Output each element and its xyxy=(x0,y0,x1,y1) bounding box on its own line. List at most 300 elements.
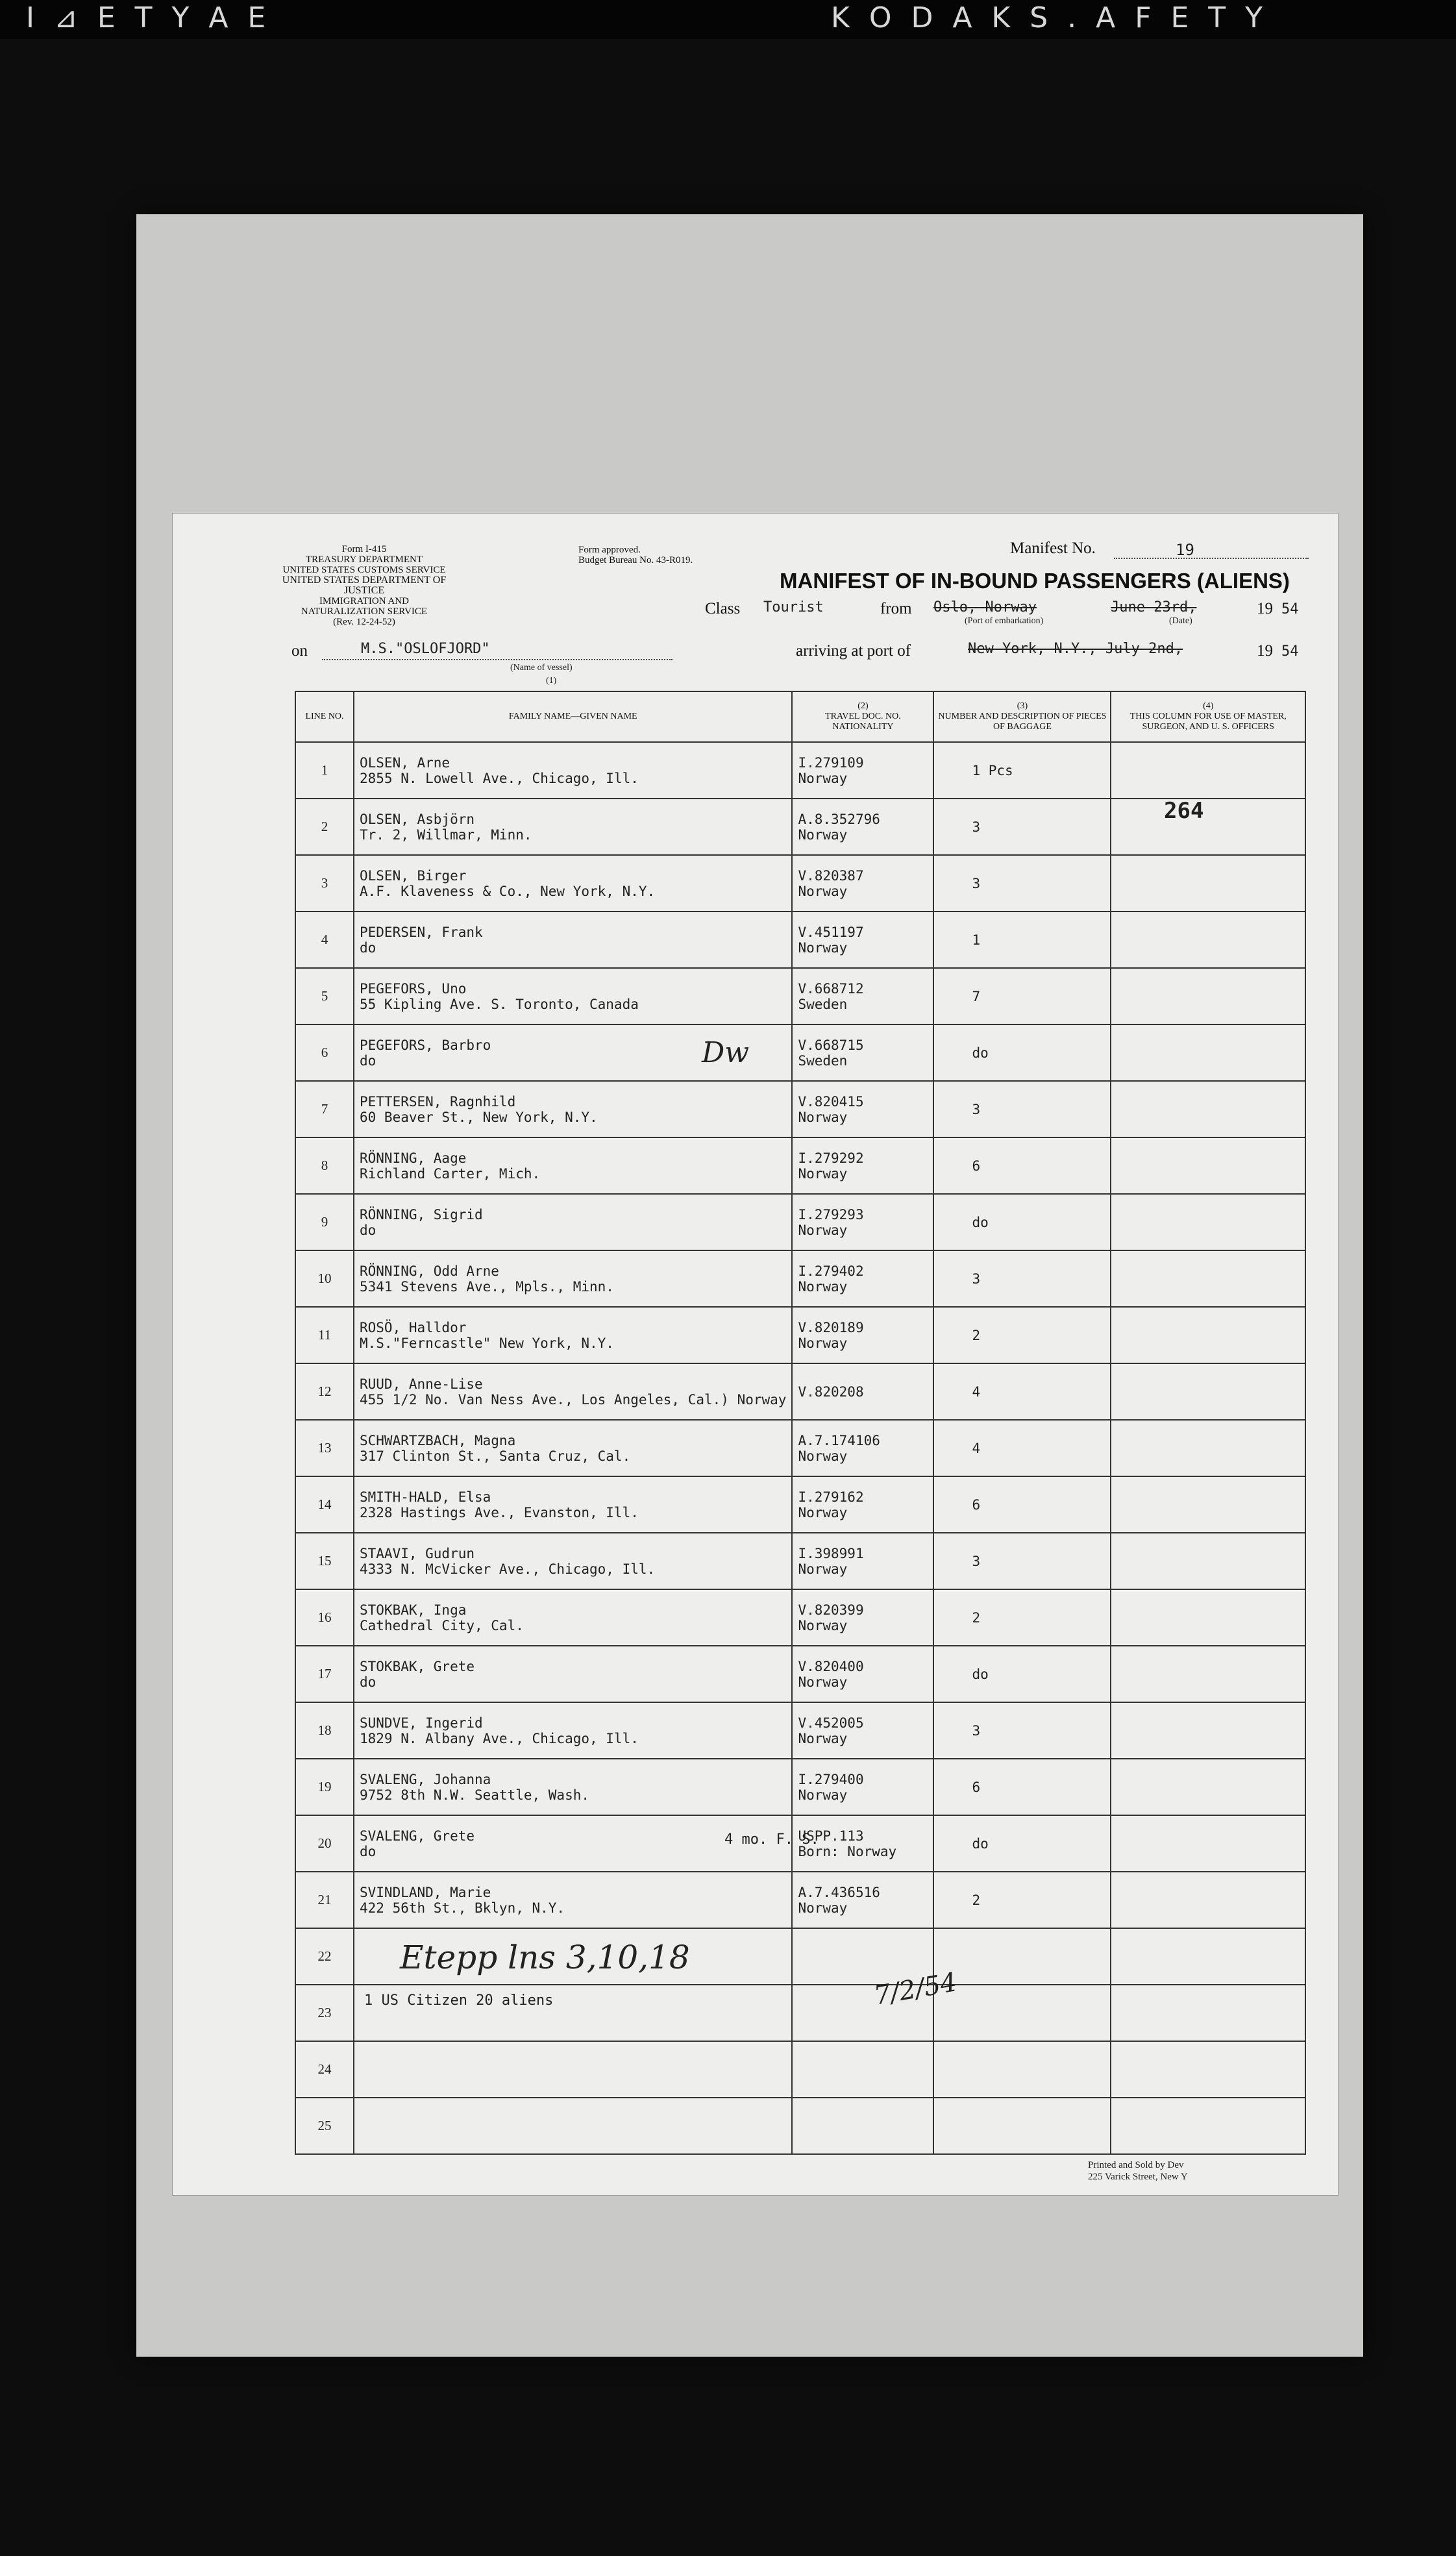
travel-doc-cell xyxy=(792,1024,933,1081)
passenger-address: 4333 N. McVicker Ave., Chicago, Ill. xyxy=(360,1561,656,1577)
baggage-count: 6 xyxy=(972,1779,981,1795)
nationality: Norway xyxy=(798,1674,848,1690)
passenger-cell xyxy=(354,1250,792,1307)
passenger-name: SVINDLAND, Marie xyxy=(360,1884,491,1900)
table-row xyxy=(295,1646,1305,1702)
baggage-cell xyxy=(933,1024,1111,1081)
passenger-name: OLSEN, Arne xyxy=(360,754,450,771)
travel-doc-cell xyxy=(792,1646,933,1702)
col-baggage xyxy=(933,691,1111,742)
travel-doc: V.820189 xyxy=(798,1319,864,1335)
col-baggage-label: NUMBER AND DESCRIPTION OF PIECES OF BAGGAGE xyxy=(938,712,1107,732)
line-no: 11 xyxy=(295,1307,354,1363)
arrival-year-prefix: 19 xyxy=(1257,642,1273,660)
baggage-count: 4 xyxy=(972,1383,981,1400)
baggage-count: 3 xyxy=(972,1101,981,1117)
vessel-name: M.S."OSLOFJORD" xyxy=(361,641,490,657)
table-row xyxy=(295,968,1305,1024)
dept-ins: IMMIGRATION AND NATURALIZATION SERVICE xyxy=(301,596,428,617)
passenger-address: 317 Clinton St., Santa Cruz, Cal. xyxy=(360,1448,631,1464)
passenger-name: RUUD, Anne-Lise xyxy=(360,1376,483,1392)
baggage-count: do xyxy=(972,1666,989,1682)
baggage-cell xyxy=(933,1081,1111,1137)
passenger-name: STAAVI, Gudrun xyxy=(360,1545,475,1561)
officer-cell xyxy=(1111,1307,1305,1363)
nationality: Sweden xyxy=(798,1052,848,1069)
baggage-count: 3 xyxy=(972,875,981,891)
travel-doc: V.820415 xyxy=(798,1093,864,1110)
travel-doc: I.279109 xyxy=(798,754,864,771)
baggage-count: 2 xyxy=(972,1327,981,1343)
passenger-name: RÖNNING, Aage xyxy=(360,1150,467,1166)
baggage-cell xyxy=(933,1307,1111,1363)
officer-cell xyxy=(1111,1702,1305,1759)
nationality: Norway xyxy=(798,1787,848,1803)
passenger-cell xyxy=(354,968,792,1024)
travel-doc: A.7.436516 xyxy=(798,1884,880,1900)
passenger-address: 2328 Hastings Ave., Evanston, Ill. xyxy=(360,1504,639,1520)
table-row xyxy=(295,1533,1305,1589)
nationality: Norway xyxy=(798,1165,848,1182)
on-label: on xyxy=(291,642,308,660)
baggage-cell xyxy=(933,799,1111,855)
travel-doc: I.279292 xyxy=(798,1150,864,1166)
dept-treasury: TREASURY DEPARTMENT xyxy=(305,554,423,565)
passenger-name: SVALENG, Johanna xyxy=(360,1771,491,1787)
passenger-cell xyxy=(354,1759,792,1815)
table-row xyxy=(295,1307,1305,1363)
nationality: Norway xyxy=(798,770,848,786)
passenger-address: A.F. Klaveness & Co., New York, N.Y. xyxy=(360,883,656,899)
passenger-address: do xyxy=(360,939,376,956)
passenger-address: 55 Kipling Ave. S. Toronto, Canada xyxy=(360,996,639,1012)
year-prefix: 19 xyxy=(1257,600,1273,617)
travel-doc: I.279402 xyxy=(798,1263,864,1279)
manifest-form xyxy=(172,513,1339,2196)
nationality: Norway xyxy=(798,1278,848,1295)
handwritten-date: 7/2/54 xyxy=(871,1967,959,2011)
nationality: Norway xyxy=(798,1730,848,1746)
passenger-address: 9752 8th N.W. Seattle, Wash. xyxy=(360,1787,590,1803)
passenger-name: SCHWARTZBACH, Magna xyxy=(360,1432,516,1448)
baggage-cell xyxy=(933,1702,1111,1759)
baggage-count xyxy=(939,1949,972,1965)
page-title: MANIFEST OF IN-BOUND PASSENGERS (ALIENS) xyxy=(780,569,1290,593)
table-row xyxy=(295,742,1305,799)
line-no: 16 xyxy=(295,1589,354,1646)
passenger-name: OLSEN, Birger xyxy=(360,867,467,884)
baggage-count: 1 Pcs xyxy=(972,762,1013,778)
table-row xyxy=(295,1476,1305,1533)
table-row xyxy=(295,1024,1305,1081)
passenger-cell xyxy=(354,2098,792,2154)
baggage-cell xyxy=(933,1250,1111,1307)
travel-doc: V.820400 xyxy=(798,1658,864,1674)
table-row xyxy=(295,1759,1305,1815)
officer-cell xyxy=(1111,968,1305,1024)
travel-doc: V.820387 xyxy=(798,867,864,884)
baggage-cell xyxy=(933,1646,1111,1702)
travel-doc-cell xyxy=(792,855,933,912)
line-no: 9 xyxy=(295,1194,354,1250)
table-row xyxy=(295,855,1305,912)
officer-cell xyxy=(1111,1759,1305,1815)
travel-doc: I.279400 xyxy=(798,1771,864,1787)
line-no: 10 xyxy=(295,1250,354,1307)
baggage-cell xyxy=(933,1759,1111,1815)
travel-doc-cell xyxy=(792,1081,933,1137)
passenger-address: do xyxy=(360,1674,376,1690)
baggage-count: 4 xyxy=(972,1440,981,1456)
nationality: Norway xyxy=(798,826,848,843)
baggage-count: 2 xyxy=(972,1609,981,1626)
nationality: Norway xyxy=(798,939,848,956)
table-row xyxy=(295,1250,1305,1307)
year-suffix: 54 xyxy=(1281,601,1299,617)
nationality: Norway xyxy=(798,1504,848,1520)
passenger-cell xyxy=(354,1363,792,1420)
passenger-cell xyxy=(354,2041,792,2098)
table-row xyxy=(295,2098,1305,2154)
passenger-cell xyxy=(354,1194,792,1250)
baggage-count: do xyxy=(972,1214,989,1230)
line-no: 2 xyxy=(295,799,354,855)
travel-doc-cell xyxy=(792,1307,933,1363)
passenger-address: 1829 N. Albany Ave., Chicago, Ill. xyxy=(360,1730,639,1746)
passenger-cell xyxy=(354,1476,792,1533)
passenger-name: SMITH-HALD, Elsa xyxy=(360,1489,491,1505)
officer-cell xyxy=(1111,1872,1305,1928)
officer-cell xyxy=(1111,855,1305,912)
travel-doc-cell xyxy=(792,1194,933,1250)
baggage-count: 3 xyxy=(972,1722,981,1739)
passenger-address: M.S."Ferncastle" New York, N.Y. xyxy=(360,1335,614,1351)
travel-doc: USPP.113 xyxy=(798,1828,864,1844)
nationality: Norway xyxy=(798,1448,848,1464)
travel-doc-cell xyxy=(792,1420,933,1476)
passenger-cell xyxy=(354,1702,792,1759)
baggage-cell xyxy=(933,1194,1111,1250)
table-row xyxy=(295,1363,1305,1420)
arrival-year-suffix: 54 xyxy=(1281,643,1299,660)
passenger-name: STOKBAK, Grete xyxy=(360,1658,475,1674)
table-row xyxy=(295,1872,1305,1928)
baggage-cell xyxy=(933,1476,1111,1533)
nationality: Sweden xyxy=(798,996,848,1012)
baggage-count: do xyxy=(972,1045,989,1061)
officer-cell xyxy=(1111,1815,1305,1872)
passenger-cell xyxy=(354,1872,792,1928)
travel-doc-cell xyxy=(792,2098,933,2154)
travel-doc-cell xyxy=(792,799,933,855)
nationality: Norway xyxy=(798,1900,848,1916)
col-officer-label: THIS COLUMN FOR USE OF MASTER, SURGEON, AND U. S. OFFICERS xyxy=(1129,712,1287,732)
passenger-name: RÖNNING, Odd Arne xyxy=(360,1263,499,1279)
passenger-table xyxy=(295,691,1306,2155)
baggage-count xyxy=(939,2005,972,2021)
passenger-name: ROSÖ, Halldor xyxy=(360,1319,467,1335)
passenger-cell xyxy=(354,742,792,799)
passenger-address: do xyxy=(360,1222,376,1238)
line-no: 7 xyxy=(295,1081,354,1137)
travel-doc: V.820208 xyxy=(798,1383,864,1400)
passenger-name: OLSEN, Asbjörn xyxy=(360,811,475,827)
passenger-name: PETTERSEN, Ragnhild xyxy=(360,1093,516,1110)
col-baggage-number: (3) xyxy=(1017,701,1028,711)
dept-justice: UNITED STATES DEPARTMENT OF JUSTICE xyxy=(282,575,447,596)
travel-doc-cell xyxy=(792,968,933,1024)
officer-cell xyxy=(1111,1250,1305,1307)
form-agency-block xyxy=(277,544,452,627)
col-name: FAMILY NAME—GIVEN NAME xyxy=(354,691,792,742)
travel-doc: V.820399 xyxy=(798,1602,864,1618)
table-row xyxy=(295,1589,1305,1646)
baggage-cell xyxy=(933,912,1111,968)
vessel-caption: (Name of vessel) xyxy=(510,663,573,673)
table-row xyxy=(295,1081,1305,1137)
passenger-cell xyxy=(354,855,792,912)
line-no: 20 xyxy=(295,1815,354,1872)
baggage-cell xyxy=(933,968,1111,1024)
travel-doc-cell xyxy=(792,1589,933,1646)
officer-cell xyxy=(1111,1928,1305,1985)
baggage-count: 3 xyxy=(972,819,981,835)
baggage-cell xyxy=(933,1589,1111,1646)
baggage-cell xyxy=(933,855,1111,912)
line-no: 13 xyxy=(295,1420,354,1476)
col-travel-doc-label: TRAVEL DOC. NO. NATIONALITY xyxy=(825,712,901,732)
officer-cell xyxy=(1111,1533,1305,1589)
vessel-col-number: (1) xyxy=(546,676,557,686)
class-label: Class xyxy=(705,600,741,617)
travel-doc-cell xyxy=(792,1250,933,1307)
passenger-cell xyxy=(354,1420,792,1476)
line-no: 18 xyxy=(295,1702,354,1759)
travel-doc-cell xyxy=(792,1476,933,1533)
table-row xyxy=(295,2041,1305,2098)
form-revision: (Rev. 12-24-52) xyxy=(333,617,395,627)
passenger-name: SUNDVE, Ingerid xyxy=(360,1715,483,1731)
travel-doc-cell xyxy=(792,1137,933,1194)
travel-doc-cell xyxy=(792,1759,933,1815)
line-no: 5 xyxy=(295,968,354,1024)
approval-text: Form approved. xyxy=(578,545,641,555)
officer-cell xyxy=(1111,1646,1305,1702)
table-row xyxy=(295,799,1305,855)
baggage-count: 1 xyxy=(972,932,981,948)
line-no: 21 xyxy=(295,1872,354,1928)
travel-doc: A.7.174106 xyxy=(798,1432,880,1448)
baggage-count xyxy=(939,2062,972,2078)
line-no: 15 xyxy=(295,1533,354,1589)
baggage-cell xyxy=(933,2098,1111,2154)
nationality: Norway xyxy=(798,1335,848,1351)
officer-cell xyxy=(1111,1137,1305,1194)
col-travel-doc-number: (2) xyxy=(858,701,869,711)
baggage-count: 3 xyxy=(972,1271,981,1287)
travel-doc-cell xyxy=(792,1872,933,1928)
officer-cell xyxy=(1111,1024,1305,1081)
travel-doc-cell xyxy=(792,1702,933,1759)
table-row xyxy=(295,1137,1305,1194)
passenger-cell xyxy=(354,1137,792,1194)
travel-doc-cell xyxy=(792,2041,933,2098)
margin-note: Dw xyxy=(702,1036,749,1069)
passenger-cell xyxy=(354,1533,792,1589)
nationality: Norway xyxy=(798,1109,848,1125)
nationality: Norway xyxy=(798,1617,848,1633)
film-edge-text-right: K O D A K S . A F E T Y xyxy=(831,1,1268,34)
row20-note: 4 mo. F. S. xyxy=(724,1831,819,1848)
departure-date: June 23rd, xyxy=(1111,599,1197,615)
baggage-count: 2 xyxy=(972,1892,981,1908)
passenger-address: Tr. 2, Willmar, Minn. xyxy=(360,826,532,843)
baggage-cell xyxy=(933,742,1111,799)
travel-doc-cell xyxy=(792,1363,933,1420)
passenger-address: 455 1/2 No. Van Ness Ave., Los Angeles, Cal.) Norway xyxy=(360,1391,787,1408)
line-no: 3 xyxy=(295,855,354,912)
table-row xyxy=(295,1194,1305,1250)
line-no: 12 xyxy=(295,1363,354,1420)
officer-cell xyxy=(1111,912,1305,968)
officer-cell xyxy=(1111,1589,1305,1646)
form-approval xyxy=(578,545,693,565)
dept-customs: UNITED STATES CUSTOMS SERVICE xyxy=(282,565,446,575)
col-travel-doc xyxy=(792,691,933,742)
footer-line1: Printed and Sold by Dev xyxy=(1088,2160,1184,2170)
manifest-no-label: Manifest No. xyxy=(1010,540,1096,557)
form-number: Form I-415 xyxy=(341,544,387,554)
passenger-cell xyxy=(354,1081,792,1137)
summary-text: 1 US Citizen 20 aliens xyxy=(364,1992,554,2009)
col-officer xyxy=(1111,691,1305,742)
class-value: Tourist xyxy=(763,599,824,615)
passenger-name: PEGEFORS, Uno xyxy=(360,980,467,997)
baggage-cell xyxy=(933,1420,1111,1476)
table-row xyxy=(295,1420,1305,1476)
line-no: 17 xyxy=(295,1646,354,1702)
travel-doc: I.279293 xyxy=(798,1206,864,1222)
col-line-no: LINE NO. xyxy=(295,691,354,742)
passenger-cell xyxy=(354,799,792,855)
baggage-cell xyxy=(933,1872,1111,1928)
line-no: 24 xyxy=(295,2041,354,2098)
travel-doc: I.398991 xyxy=(798,1545,864,1561)
passenger-address: 2855 N. Lowell Ave., Chicago, Ill. xyxy=(360,770,639,786)
travel-doc: V.668715 xyxy=(798,1037,864,1053)
officer-cell xyxy=(1111,2041,1305,2098)
baggage-count: do xyxy=(972,1835,989,1852)
passenger-address: Richland Carter, Mich. xyxy=(360,1165,541,1182)
line-no: 22 xyxy=(295,1928,354,1985)
passenger-cell xyxy=(354,1646,792,1702)
passenger-cell xyxy=(354,1307,792,1363)
film-edge xyxy=(0,0,1456,39)
arriving-label: arriving at port of xyxy=(796,642,911,660)
travel-doc-cell xyxy=(792,912,933,968)
line-no: 23 xyxy=(295,1985,354,2041)
passenger-address: do xyxy=(360,1052,376,1069)
arrival-port-date: New York, N.Y., July 2nd, xyxy=(968,641,1183,657)
baggage-cell xyxy=(933,1928,1111,1985)
film-edge-text-left: I ⊿ E T Y A E xyxy=(26,1,271,34)
baggage-count xyxy=(939,2118,972,2134)
travel-doc-cell xyxy=(792,742,933,799)
line-no: 6 xyxy=(295,1024,354,1081)
budget-bureau-text: Budget Bureau No. 43-R019. xyxy=(578,555,693,565)
passenger-address: 5341 Stevens Ave., Mpls., Minn. xyxy=(360,1278,614,1295)
officer-cell xyxy=(1111,1985,1305,2041)
line-no: 25 xyxy=(295,2098,354,2154)
vessel-line xyxy=(322,659,672,660)
table-header-row xyxy=(295,691,1305,742)
travel-doc: A.8.352796 xyxy=(798,811,880,827)
baggage-count: 3 xyxy=(972,1553,981,1569)
printer-footer xyxy=(1088,2159,1188,2183)
travel-doc: V.452005 xyxy=(798,1715,864,1731)
line-no: 4 xyxy=(295,912,354,968)
baggage-cell xyxy=(933,1137,1111,1194)
passenger-name: SVALENG, Grete xyxy=(360,1828,475,1844)
date-caption: (Date) xyxy=(1169,616,1192,626)
manifest-no-line xyxy=(1114,558,1309,559)
nationality: Norway xyxy=(798,1222,848,1238)
officer-cell xyxy=(1111,1194,1305,1250)
officer-cell xyxy=(1111,1476,1305,1533)
officer-cell xyxy=(1111,2098,1305,2154)
passenger-address: do xyxy=(360,1843,376,1859)
line-no: 1 xyxy=(295,742,354,799)
passenger-cell xyxy=(354,1589,792,1646)
passenger-name: PEDERSEN, Frank xyxy=(360,924,483,940)
baggage-cell xyxy=(933,1533,1111,1589)
travel-doc-cell xyxy=(792,1533,933,1589)
passenger-address: 60 Beaver St., New York, N.Y. xyxy=(360,1109,598,1125)
port-value: Oslo, Norway xyxy=(933,599,1037,615)
handwritten-signature: Etepp lns 3,10,18 xyxy=(400,1939,690,1976)
line-no: 8 xyxy=(295,1137,354,1194)
nationality: Norway xyxy=(798,1561,848,1577)
passenger-cell xyxy=(354,912,792,968)
passenger-address: 422 56th St., Bklyn, N.Y. xyxy=(360,1900,565,1916)
line-no: 19 xyxy=(295,1759,354,1815)
baggage-count: 7 xyxy=(972,988,981,1004)
baggage-cell xyxy=(933,1363,1111,1420)
officer-cell xyxy=(1111,1363,1305,1420)
officer-number: 264 xyxy=(1164,798,1204,824)
nationality: Born: Norway xyxy=(798,1843,897,1859)
from-label: from xyxy=(880,600,912,617)
col-officer-number: (4) xyxy=(1203,701,1214,711)
passenger-name: PEGEFORS, Barbro xyxy=(360,1037,491,1053)
baggage-count: 6 xyxy=(972,1158,981,1174)
table-row xyxy=(295,1702,1305,1759)
line-no: 14 xyxy=(295,1476,354,1533)
baggage-cell xyxy=(933,2041,1111,2098)
officer-cell xyxy=(1111,1420,1305,1476)
passenger-name: STOKBAK, Inga xyxy=(360,1602,467,1618)
passenger-name: RÖNNING, Sigrid xyxy=(360,1206,483,1222)
baggage-cell xyxy=(933,1815,1111,1872)
port-caption: (Port of embarkation) xyxy=(965,616,1044,626)
officer-cell xyxy=(1111,1081,1305,1137)
table-row xyxy=(295,912,1305,968)
baggage-count: 6 xyxy=(972,1496,981,1513)
baggage-cell xyxy=(933,1985,1111,2041)
officer-cell xyxy=(1111,799,1305,855)
nationality: Norway xyxy=(798,883,848,899)
officer-cell xyxy=(1111,742,1305,799)
